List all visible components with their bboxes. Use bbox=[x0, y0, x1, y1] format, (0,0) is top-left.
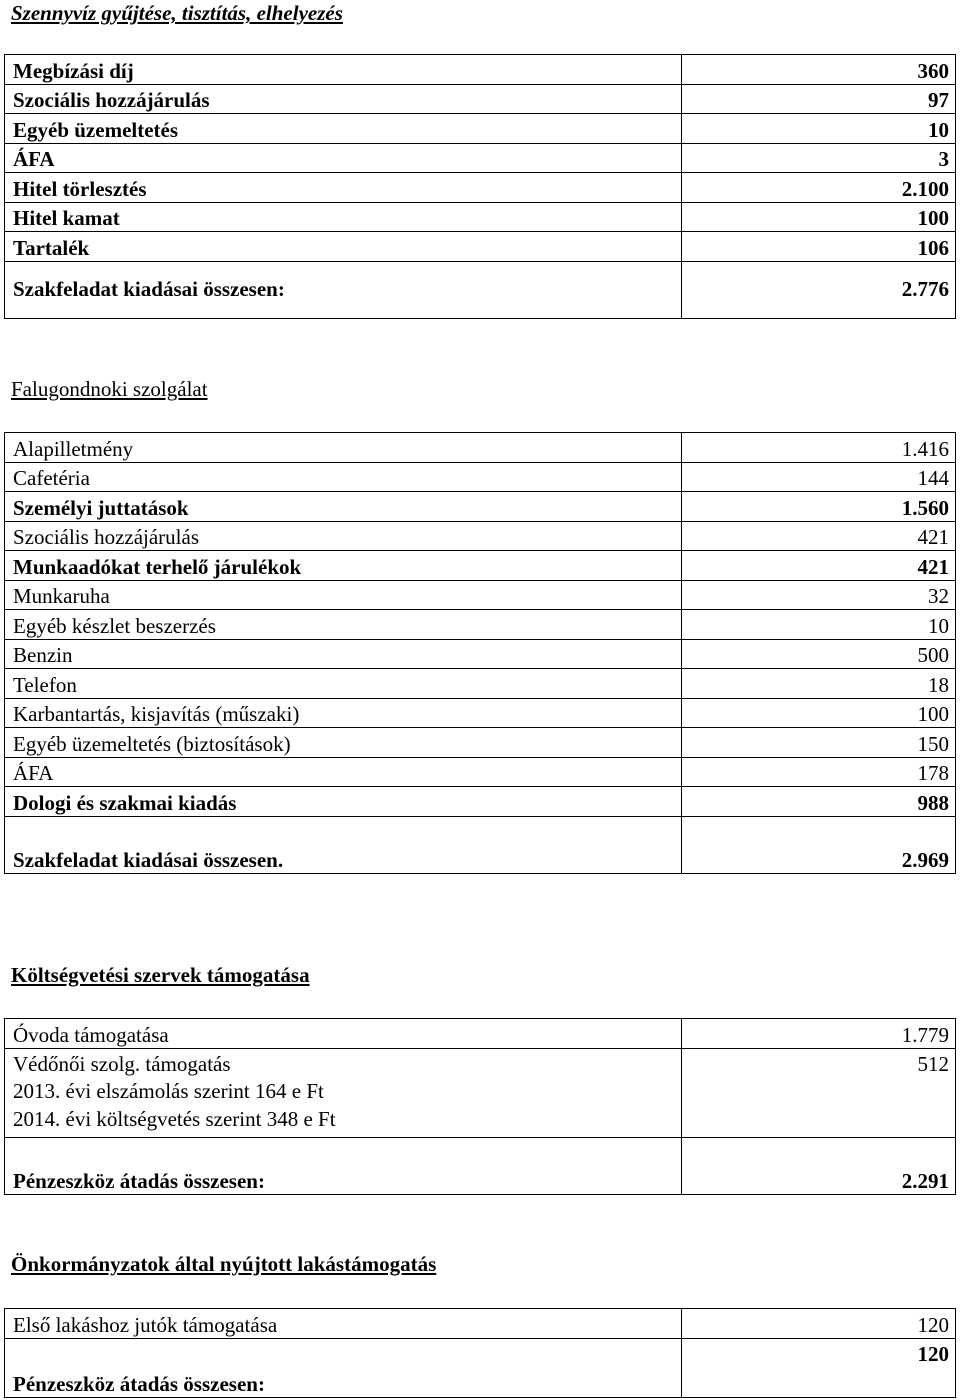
table-row bbox=[5, 551, 956, 581]
total-label: Pénzeszköz átadás összesen: bbox=[5, 1338, 682, 1397]
row-value: 421 bbox=[682, 551, 956, 581]
row-value: 500 bbox=[682, 639, 956, 669]
row-value: 360 bbox=[682, 55, 956, 85]
table-sewage bbox=[4, 54, 956, 319]
row-value: 100 bbox=[682, 698, 956, 728]
row-value: 106 bbox=[682, 232, 956, 262]
row-value: 178 bbox=[682, 757, 956, 787]
table-row bbox=[5, 698, 956, 728]
row-value: 3 bbox=[682, 143, 956, 173]
row-label: ÁFA bbox=[5, 757, 682, 787]
table-row bbox=[5, 757, 956, 787]
row-label: Megbízási díj bbox=[5, 55, 682, 85]
row-label: Munkaruha bbox=[5, 580, 682, 610]
row-label: Egyéb üzemeltetés (biztosítások) bbox=[5, 728, 682, 758]
row-label: Cafetéria bbox=[5, 462, 682, 492]
row-value: 1.416 bbox=[682, 433, 956, 463]
row-value: 1.560 bbox=[682, 492, 956, 522]
table-row bbox=[5, 84, 956, 114]
table-row bbox=[5, 1019, 956, 1049]
table-row bbox=[5, 492, 956, 522]
row-value: 10 bbox=[682, 610, 956, 640]
row-value: 1.779 bbox=[682, 1019, 956, 1049]
row-label: Egyéb üzemeltetés bbox=[5, 114, 682, 144]
row-label: Első lakáshoz jutók támogatása bbox=[5, 1309, 682, 1339]
table-total-row bbox=[5, 816, 956, 873]
note-2014: 2014. évi költségvetés szerint 348 e Ft bbox=[13, 1107, 336, 1131]
table-village bbox=[4, 432, 956, 874]
table-total-row bbox=[5, 261, 956, 318]
row-label: Alapilletmény bbox=[5, 433, 682, 463]
row-label: Telefon bbox=[5, 669, 682, 699]
section-title-sewage: Szennyvíz gyűjtése, tisztítás, elhelyezés bbox=[11, 1, 343, 25]
section-title-housing: Önkormányzatok által nyújtott lakástámogatás bbox=[11, 1252, 437, 1276]
total-label: Szakfeladat kiadásai összesen: bbox=[5, 261, 682, 318]
row-value: 100 bbox=[682, 202, 956, 232]
table-row bbox=[5, 173, 956, 203]
row-value: 144 bbox=[682, 462, 956, 492]
table-row bbox=[5, 55, 956, 85]
section-title-budget: Költségvetési szervek támogatása bbox=[11, 963, 310, 987]
total-value: 2.776 bbox=[682, 261, 956, 318]
table-total-row bbox=[5, 1338, 956, 1397]
table-housing bbox=[4, 1308, 956, 1398]
row-value: 120 bbox=[682, 1309, 956, 1339]
table-row bbox=[5, 232, 956, 262]
total-label: Szakfeladat kiadásai összesen. bbox=[5, 816, 682, 873]
table-row bbox=[5, 639, 956, 669]
row-label: Hitel törlesztés bbox=[5, 173, 682, 203]
total-value: 2.291 bbox=[682, 1137, 956, 1194]
table-row bbox=[5, 202, 956, 232]
total-value: 120 bbox=[682, 1338, 956, 1397]
total-value: 2.969 bbox=[682, 816, 956, 873]
table-row bbox=[5, 787, 956, 817]
row-label: Egyéb készlet beszerzés bbox=[5, 610, 682, 640]
row-label: Személyi juttatások bbox=[5, 492, 682, 522]
note-2013: 2013. évi elszámolás szerint 164 e Ft bbox=[13, 1078, 324, 1103]
row-label: Védőnői szolg. támogatás bbox=[13, 1051, 231, 1076]
table-row bbox=[5, 580, 956, 610]
table-row bbox=[5, 462, 956, 492]
table-row bbox=[5, 433, 956, 463]
row-label: Hitel kamat bbox=[5, 202, 682, 232]
row-value: 10 bbox=[682, 114, 956, 144]
row-label: Dologi és szakmai kiadás bbox=[5, 787, 682, 817]
section-title-village: Falugondnoki szolgálat bbox=[11, 377, 208, 401]
row-value: 512 bbox=[682, 1048, 956, 1137]
row-label: Szociális hozzájárulás bbox=[5, 521, 682, 551]
row-label-block bbox=[5, 1048, 682, 1137]
row-value: 97 bbox=[682, 84, 956, 114]
table-row bbox=[5, 610, 956, 640]
table-total-row bbox=[5, 1137, 956, 1194]
table-row bbox=[5, 1309, 956, 1339]
row-label: Munkaadókat terhelő járulékok bbox=[5, 551, 682, 581]
table-row bbox=[5, 143, 956, 173]
total-label: Pénzeszköz átadás összesen: bbox=[5, 1137, 682, 1194]
table-row bbox=[5, 669, 956, 699]
row-label: Óvoda támogatása bbox=[5, 1019, 682, 1049]
row-value: 32 bbox=[682, 580, 956, 610]
row-value: 18 bbox=[682, 669, 956, 699]
row-label: Karbantartás, kisjavítás (műszaki) bbox=[5, 698, 682, 728]
row-value: 150 bbox=[682, 728, 956, 758]
row-value: 421 bbox=[682, 521, 956, 551]
row-value: 988 bbox=[682, 787, 956, 817]
row-label: Benzin bbox=[5, 639, 682, 669]
row-label: Tartalék bbox=[5, 232, 682, 262]
table-row bbox=[5, 1048, 956, 1137]
row-label: ÁFA bbox=[5, 143, 682, 173]
table-row bbox=[5, 521, 956, 551]
table-budget bbox=[4, 1018, 956, 1195]
row-value: 2.100 bbox=[682, 173, 956, 203]
table-row bbox=[5, 728, 956, 758]
row-label: Szociális hozzájárulás bbox=[5, 84, 682, 114]
table-row bbox=[5, 114, 956, 144]
